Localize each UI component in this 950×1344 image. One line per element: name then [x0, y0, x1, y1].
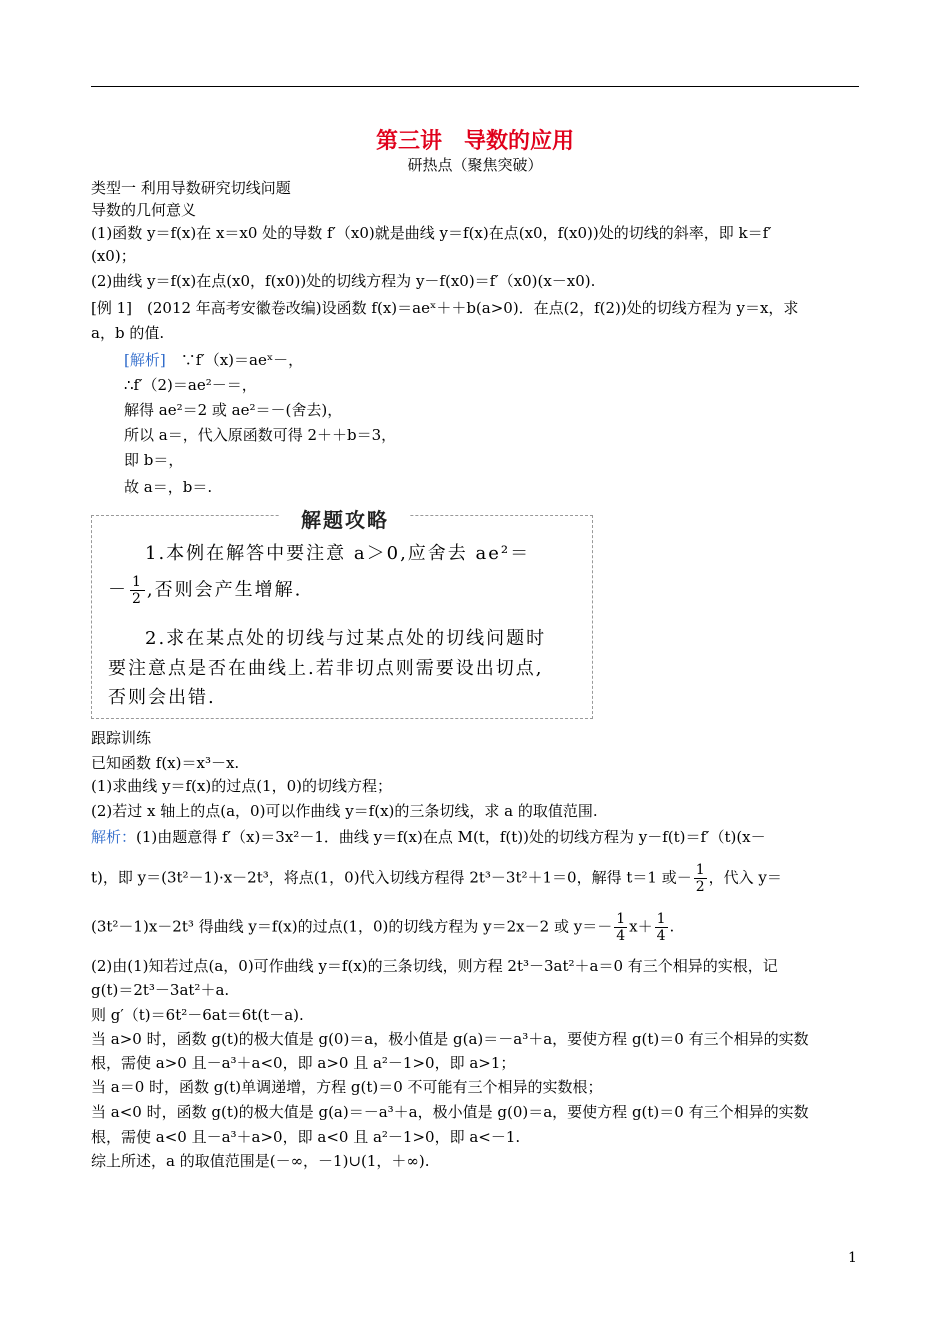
practice-question-2: (2)若过 x 轴上的点(a，0)可以作曲线 y＝f(x)的三条切线，求 a 的取值范围.: [91, 802, 598, 820]
header-rule: [91, 86, 859, 87]
fraction-denominator: 2: [695, 879, 705, 895]
fraction-one-quarter-1: [614, 911, 627, 944]
practice-heading: 跟踪训练: [91, 729, 152, 747]
page-subtitle: 研热点（聚焦突破）: [407, 156, 543, 174]
tip-minus: －: [108, 579, 128, 601]
answer-line-10: 当 a<0 时，函数 g(t)的极大值是 g(a)＝－a³＋a，极小值是 g(0)＝a，要使方程 g(t)＝0 有三个相异的实数: [91, 1103, 809, 1121]
answer-label: 解析：: [91, 828, 137, 846]
fraction-denominator: 4: [656, 928, 666, 944]
solution-label: [解析]: [124, 351, 166, 369]
example-line-1: [例 1] (2012 年高考安徽卷改编)设函数 f(x)＝aeˣ＋＋b(a>0)．在点(2，f(2))处的切线方程为 y＝x，求: [91, 299, 799, 317]
tips-heading: 解题攻略: [280, 504, 410, 530]
fraction-one-quarter-2: [655, 911, 668, 944]
answer-line-5: g(t)＝2t³－3at²＋a.: [91, 981, 230, 999]
solution-text-1: ∵f′（x)＝aeˣ－，: [180, 351, 304, 369]
answer-line-6: 则 g′（t)＝6t²－6at＝6t(t－a).: [91, 1006, 304, 1024]
answer-text-1: (1)由题意得 f′（x)＝3x²－1．曲线 y＝f(x)在点 M(t，f(t))处的切线方程为 y－f(t)＝f′（t)(x－: [136, 828, 766, 846]
fraction-denominator: 2: [132, 591, 143, 607]
paragraph-1b: (x0)；: [91, 247, 136, 265]
tip-1a: 1.本例在解答中要注意 a＞0,应舍去 ae²＝: [145, 543, 531, 564]
fraction-numerator: 1: [656, 911, 666, 927]
page-title: 第三讲 导数的应用: [375, 128, 574, 154]
answer-text-3c: .: [669, 917, 675, 936]
section-type: 类型一 利用导数研究切线问题: [91, 179, 291, 197]
solution-line-3: 解得 ae²＝2 或 ae²＝－(舍去)，: [124, 401, 343, 419]
practice-question-1: (1)求曲线 y＝f(x)的过点(1，0)的切线方程；: [91, 777, 392, 795]
answer-line-7: 当 a>0 时，函数 g(t)的极大值是 g(0)＝a，极小值是 g(a)＝－a³＋a，要使方程 g(t)＝0 有三个相异的实数: [91, 1030, 809, 1048]
answer-line-9: 当 a＝0 时，函数 g(t)单调递增，方程 g(t)＝0 不可能有三个相异的实数根；: [91, 1078, 603, 1096]
answer-line-12: 综上所述，a 的取值范围是(－∞，－1)∪(1，＋∞).: [91, 1152, 430, 1170]
tip-1b: [108, 574, 302, 607]
paragraph-1a: (1)函数 y＝f(x)在 x＝x0 处的导数 f′（x0)就是曲线 y＝f(x)在点(x0，f(x0))处的切线的斜率，即 k＝f′: [91, 224, 772, 242]
fraction-numerator: 1: [616, 911, 626, 927]
tip-2a: 2.求在某点处的切线与过某点处的切线问题时: [145, 628, 547, 649]
answer-text-3a: (3t²－1)x－2t³ 得曲线 y＝f(x)的过点(1，0)的切线方程为 y＝2x－2 或 y＝－: [91, 917, 613, 936]
solution-line-5: 即 b＝，: [124, 451, 184, 469]
fraction-numerator: 1: [132, 574, 143, 590]
answer-text-2a: t)，即 y＝(3t²－1)·x－2t³，将点(1，0)代入切线方程得 2t³－3t²＋1＝0，解得 t＝1 或－: [91, 868, 692, 887]
answer-line-2: [91, 862, 782, 895]
paragraph-2: (2)曲线 y＝f(x)在点(x0，f(x0))处的切线方程为 y－f(x0)＝f′（x0)(x－x0).: [91, 272, 596, 290]
solution-line-6: 故 a＝，b＝.: [124, 478, 213, 496]
tip-2b: 要注意点是否在曲线上.若非切点则需要设出切点,: [108, 658, 544, 679]
section-heading: 导数的几何意义: [91, 201, 197, 219]
tip-1b-text: ,否则会产生增解.: [146, 579, 303, 601]
answer-line-3: [91, 911, 674, 944]
solution-line-4: 所以 a＝，代入原函数可得 2＋＋b＝3，: [124, 426, 397, 444]
answer-line-8: 根，需使 a>0 且－a³＋a<0，即 a>0 且 a²－1>0，即 a>1；: [91, 1054, 516, 1072]
practice-given: 已知函数 f(x)＝x³－x.: [91, 754, 240, 772]
example-line-2: a，b 的值.: [91, 324, 165, 342]
answer-text-3b: x＋: [629, 917, 653, 936]
fraction-one-half: [130, 574, 145, 607]
solution-line-1: [124, 349, 303, 371]
answer-text-2b: ，代入 y＝: [708, 868, 782, 887]
answer-line-1: [91, 826, 766, 848]
fraction-denominator: 4: [616, 928, 626, 944]
page-number: 1: [848, 1250, 857, 1266]
answer-line-4: (2)由(1)知若过点(a，0)可作曲线 y＝f(x)的三条切线，则方程 2t³－3at²＋a＝0 有三个相异的实根，记: [91, 957, 778, 975]
answer-line-11: 根，需使 a<0 且－a³＋a>0，即 a<0 且 a²－1>0，即 a<－1.: [91, 1128, 521, 1146]
fraction-numerator: 1: [695, 862, 705, 878]
fraction-one-half-2: [694, 862, 707, 895]
solution-line-2: ∴f′（2)＝ae²－＝，: [124, 376, 257, 394]
tip-2c: 否则会出错.: [108, 687, 216, 708]
